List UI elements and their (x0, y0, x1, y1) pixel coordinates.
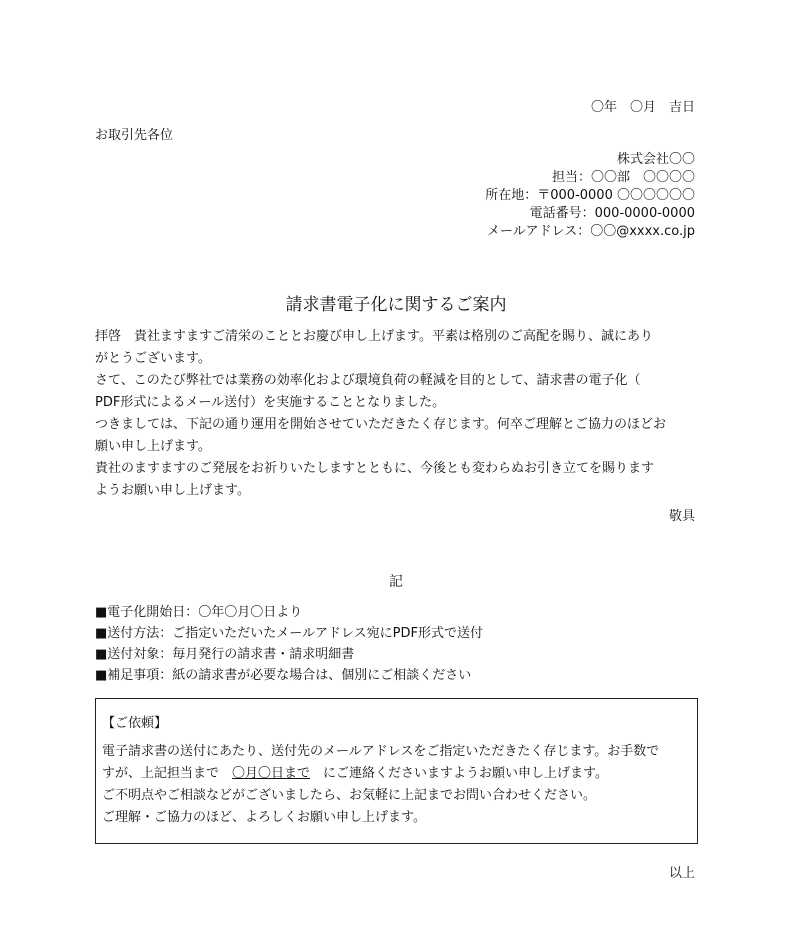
body-line: ようお願い申し上げます。 (95, 483, 250, 498)
sender-block (485, 151, 695, 241)
body-line: さて、このたび弊社では業務の効率化および環境負荷の軽減を目的として、請求書の電子化（ (95, 373, 641, 388)
detail-start-date: ■電子化開始日：〇年〇月〇日より (95, 605, 303, 620)
document-date: 〇年 〇月 吉日 (590, 100, 695, 115)
request-deadline: 〇月〇日まで (232, 766, 311, 781)
request-line: 電子請求書の送付にあたり、送付先のメールアドレスをご指定いただきたく存じます。お手数で (102, 744, 660, 759)
details-list (95, 602, 483, 686)
request-line2-post: にご連絡くださいますようお願い申し上げます。 (310, 766, 608, 781)
request-title: 【ご依頼】 (102, 716, 168, 731)
detail-delivery-method: ■送付方法：ご指定いただいたメールアドレス宛にPDF形式で送付 (95, 626, 483, 641)
body-line: 拝啓 貴社ますますご清栄のこととお慶び申し上げます。平素は格別のご高配を賜り、誠にあり (95, 329, 653, 344)
request-line: ご不明点やご相談などがございましたら、お気軽に上記までお問い合わせください。 (102, 788, 597, 803)
body-line: つきましては、下記の通り運用を開始させていただきたく存じます。何卒ご理解とご協力のほどお (95, 417, 666, 432)
body-line: PDF形式によるメール送付）を実施することとなりました。 (95, 395, 446, 410)
sender-contact: 担当：〇〇部 〇〇〇〇 (551, 170, 695, 185)
body-line: 貴社のますますのご発展をお祈りいたしますとともに、今後とも変わらぬお引き立てを賜ります (95, 461, 655, 476)
sender-phone: 電話番号：000-0000-0000 (529, 206, 695, 221)
ki-heading: 記 (389, 574, 403, 590)
request-box (95, 698, 698, 844)
addressee: お取引先各位 (95, 128, 174, 143)
request-line: ご理解・ご協力のほど、よろしくお願い申し上げます。 (102, 810, 426, 825)
request-line (102, 763, 659, 785)
detail-target: ■送付対象：毎月発行の請求書・請求明細書 (95, 647, 355, 662)
document-title: 請求書電子化に関するご案内 (285, 295, 507, 315)
body-line: がとうございます。 (95, 351, 211, 366)
request-body (102, 741, 659, 829)
sender-email: メールアドレス：〇〇@xxxx.co.jp (486, 224, 695, 239)
sender-company: 株式会社〇〇 (616, 152, 695, 167)
detail-notes: ■補足事項：紙の請求書が必要な場合は、個別にご相談ください (95, 668, 472, 683)
letter-body (95, 326, 700, 502)
request-line2-pre: すが、上記担当まで (102, 766, 233, 781)
body-line: 願い申し上げます。 (95, 439, 211, 454)
closing-ijou: 以上 (668, 866, 695, 881)
sender-address: 所在地：〒000-0000 〇〇〇〇〇〇 (485, 188, 695, 203)
closing-keigu: 敬具 (668, 509, 695, 524)
